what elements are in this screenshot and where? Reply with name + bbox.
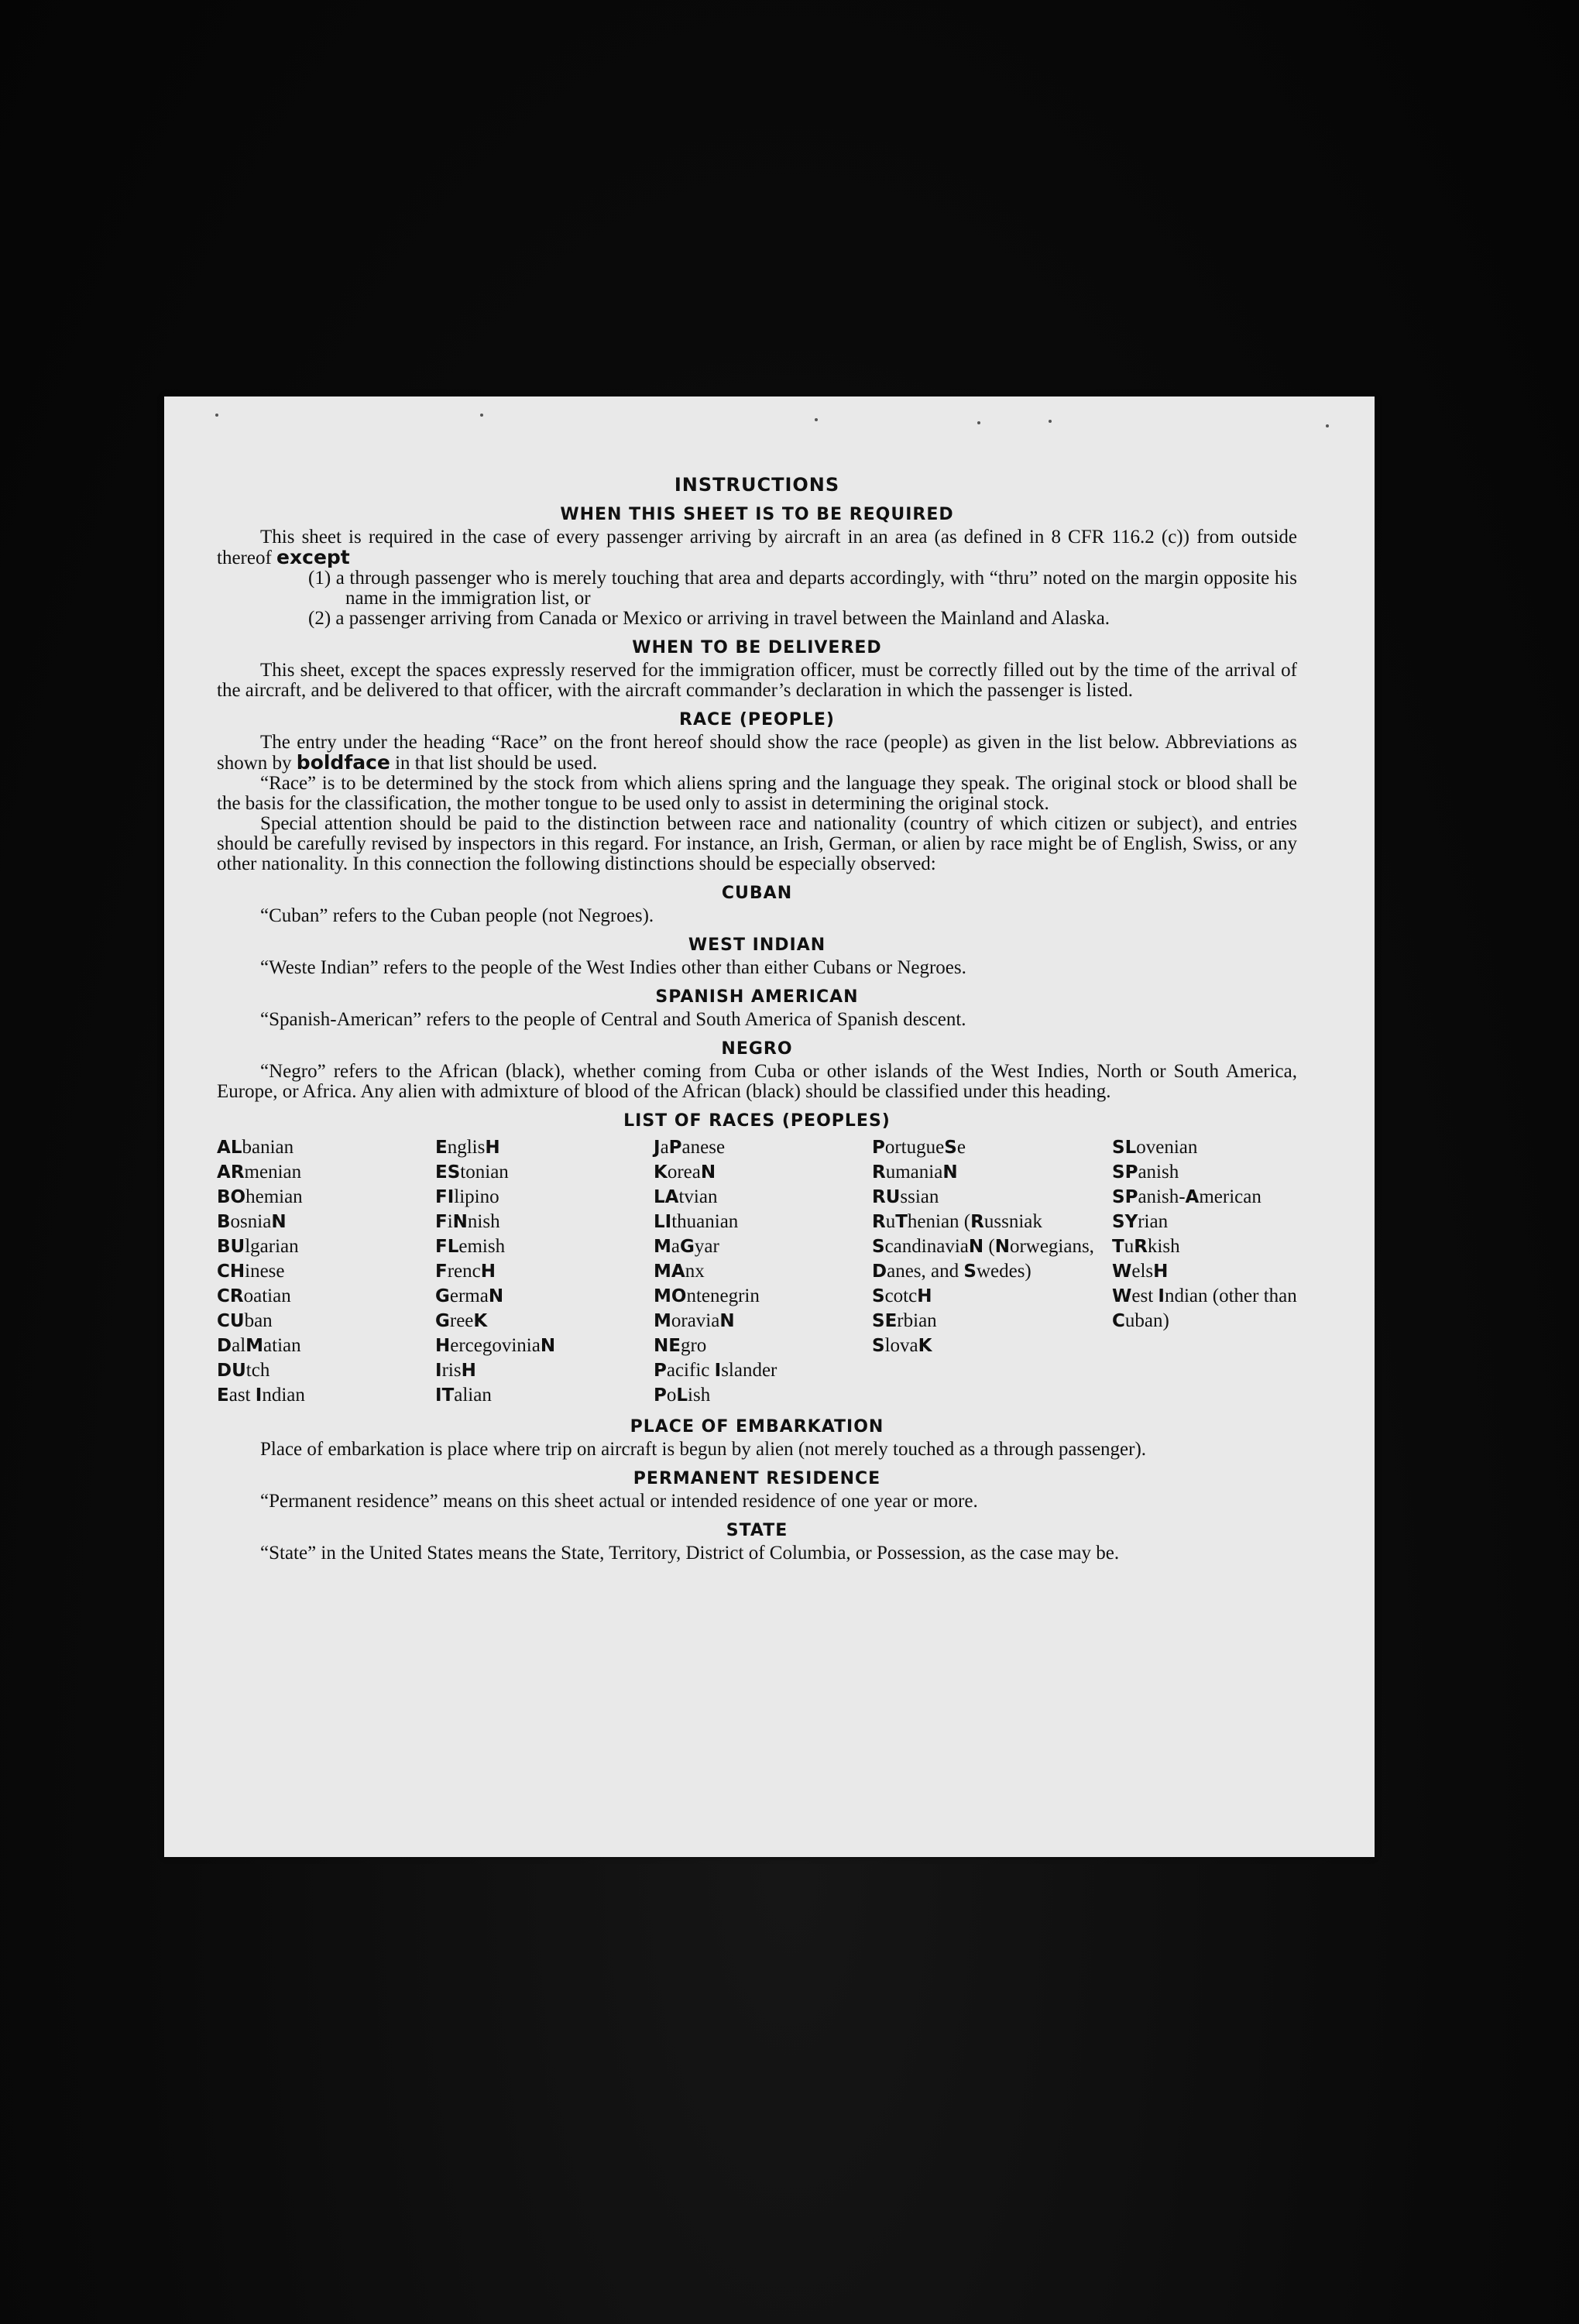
heading-race: RACE (PEOPLE) xyxy=(679,710,835,729)
race-item: CRoatian xyxy=(217,1286,291,1306)
race-item: SPanish-American xyxy=(1112,1186,1261,1207)
race-paragraph-2: “Race” is to be determined by the stock from which aliens spring and the language they speak. The original stock or blood shall be the basis for the classification, the mother tongue to be used only to assist in determining the original stock. xyxy=(217,773,1297,814)
scan-speck xyxy=(480,414,483,417)
except-list xyxy=(217,568,1297,629)
race-item: DUtch xyxy=(217,1360,270,1381)
races-column xyxy=(872,1135,1112,1408)
residence-text: “Permanent residence” means on this sheet actual or intended residence of one year or more. xyxy=(260,1491,978,1512)
west-indian-text: “Weste Indian” refers to the people of the West Indies other than either Cubans or Negroes. xyxy=(260,957,966,978)
race-item: ALbanian xyxy=(217,1137,294,1158)
race-item: KoreaN xyxy=(654,1162,716,1183)
race-item: WelsH xyxy=(1112,1261,1169,1282)
race-item: West Indian (other than Cuban) xyxy=(1112,1286,1297,1331)
except-word: except xyxy=(276,546,350,568)
race-item: SErbian xyxy=(872,1310,937,1331)
spanish-american-text: “Spanish-American” refers to the people of Central and South America of Spanish descent. xyxy=(260,1009,966,1030)
heading-cuban: CUBAN xyxy=(721,884,793,903)
heading-residence: PERMANENT RESIDENCE xyxy=(633,1469,881,1488)
scan-speck xyxy=(215,414,218,417)
races-column xyxy=(435,1135,654,1408)
embarkation-text: Place of embarkation is place where trip on aircraft is begun by alien (not merely touched as a through passenger). xyxy=(260,1439,1147,1460)
heading-state: STATE xyxy=(726,1521,788,1540)
heading-embarkation: PLACE OF EMBARKATION xyxy=(630,1417,884,1437)
race-item: Pacific Islander xyxy=(654,1360,777,1381)
race-item: CHinese xyxy=(217,1261,285,1282)
sheet-content xyxy=(217,474,1297,1564)
scan-speck xyxy=(1049,420,1052,423)
heading-west-indian: WEST INDIAN xyxy=(688,935,826,955)
race-item: PortugueSe xyxy=(872,1137,966,1158)
race-paragraph-1: The entry under the heading “Race” on the front hereof should show the race (people) as given in the list below. Abbreviations as shown by boldface in that list should be used. xyxy=(217,732,1297,774)
state-text: “State” in the United States means the State, Territory, District of Columbia, or Possession, as the case may be. xyxy=(260,1543,1120,1564)
cuban-text: “Cuban” refers to the Cuban people (not Negroes). xyxy=(260,905,654,926)
race-item: MOntenegrin xyxy=(654,1286,760,1306)
except-item-1: (1) a through passenger who is merely touching that area and departs accordingly, with “thru” noted on the margin opposite his name in the immigration list, or xyxy=(308,568,1297,609)
scan-speck xyxy=(815,418,818,421)
races-list xyxy=(217,1135,1297,1408)
heading-races-list: LIST OF RACES (PEOPLES) xyxy=(623,1111,891,1131)
heading-when-delivered: WHEN TO BE DELIVERED xyxy=(632,638,882,657)
race-item: GreeK xyxy=(435,1310,488,1331)
race-item: ScotcH xyxy=(872,1286,932,1306)
race-item: HercegoviniaN xyxy=(435,1335,556,1356)
race-item: BOhemian xyxy=(217,1186,303,1207)
race-paragraph-3: Special attention should be paid to the distinction between race and nationality (country of which citizen or subject), and entries should be carefully revised by inspectors in this regard. For instance, an Irish, German, or alien by race might be of English, Swiss, or any other nationality. In this connection the following distinctions should be especially observed: xyxy=(217,813,1297,874)
race-item: SYrian xyxy=(1112,1211,1169,1232)
race-item: ScandinaviaN (Norwegians, Danes, and Swedes) xyxy=(872,1236,1094,1282)
race-item: MaGyar xyxy=(654,1236,719,1257)
scan-speck xyxy=(977,421,980,424)
when-delivered-text: This sheet, except the spaces expressly reserved for the immigration officer, must be correctly filled out by the time of the arrival of the aircraft, and be delivered to that officer, with the aircraft commander’s declaration in which the passenger is listed. xyxy=(217,660,1297,701)
except-item-2: (2) a passenger arriving from Canada or Mexico or arriving in travel between the Mainland and Alaska. xyxy=(308,608,1110,629)
race-item: EStonian xyxy=(435,1162,509,1183)
boldface-word: boldface xyxy=(296,751,390,774)
race-item: SPanish xyxy=(1112,1162,1179,1183)
race-item: EnglisH xyxy=(435,1137,500,1158)
race-item: RuThenian (Russniak xyxy=(872,1211,1042,1232)
race-item: LAtvian xyxy=(654,1186,718,1207)
scan-speck xyxy=(1326,424,1329,427)
race-item: TuRkish xyxy=(1112,1236,1180,1257)
races-column xyxy=(1112,1135,1298,1408)
race-item: SlovaK xyxy=(872,1335,932,1356)
race-item: East Indian xyxy=(217,1385,305,1406)
race-item: FrencH xyxy=(435,1261,496,1282)
race-item: RumaniaN xyxy=(872,1162,958,1183)
race-item: NEgro xyxy=(654,1335,707,1356)
race-item: GermaN xyxy=(435,1286,504,1306)
race-item: DalMatian xyxy=(217,1335,301,1356)
heading-negro: NEGRO xyxy=(721,1039,793,1059)
race-item: BUlgarian xyxy=(217,1236,299,1257)
race-item: BosniaN xyxy=(217,1211,287,1232)
race-item: ARmenian xyxy=(217,1162,302,1183)
instruction-sheet xyxy=(164,396,1375,1857)
race-item: FiNnish xyxy=(435,1211,500,1232)
race-item: MAnx xyxy=(654,1261,705,1282)
heading-when-required: WHEN THIS SHEET IS TO BE REQUIRED xyxy=(560,505,954,524)
race-item: FLemish xyxy=(435,1236,506,1257)
race-item: MoraviaN xyxy=(654,1310,735,1331)
page-title: INSTRUCTIONS xyxy=(674,474,840,496)
race-item: LIthuanian xyxy=(654,1211,739,1232)
race-item: RUssian xyxy=(872,1186,939,1207)
race-item: CUban xyxy=(217,1310,273,1331)
race-item: FIlipino xyxy=(435,1186,499,1207)
race-item: SLovenian xyxy=(1112,1137,1198,1158)
heading-spanish-american: SPANISH AMERICAN xyxy=(655,987,859,1007)
race-item: ITalian xyxy=(435,1385,492,1406)
negro-text: “Negro” refers to the African (black), whether coming from Cuba or other islands of the West Indies, North or South America, Europe, or Africa. Any alien with admixture of blood of the African (black) should be classified under this heading. xyxy=(217,1061,1297,1102)
race-item: PoLish xyxy=(654,1385,711,1406)
races-column xyxy=(217,1135,435,1408)
race-item: IrisH xyxy=(435,1360,476,1381)
race-item: JaPanese xyxy=(654,1137,726,1158)
when-required-intro: This sheet is required in the case of every passenger arriving by aircraft in an area (as defined in 8 CFR 116.2 (c)) from outside thereof except xyxy=(217,527,1297,568)
races-column xyxy=(654,1135,872,1408)
